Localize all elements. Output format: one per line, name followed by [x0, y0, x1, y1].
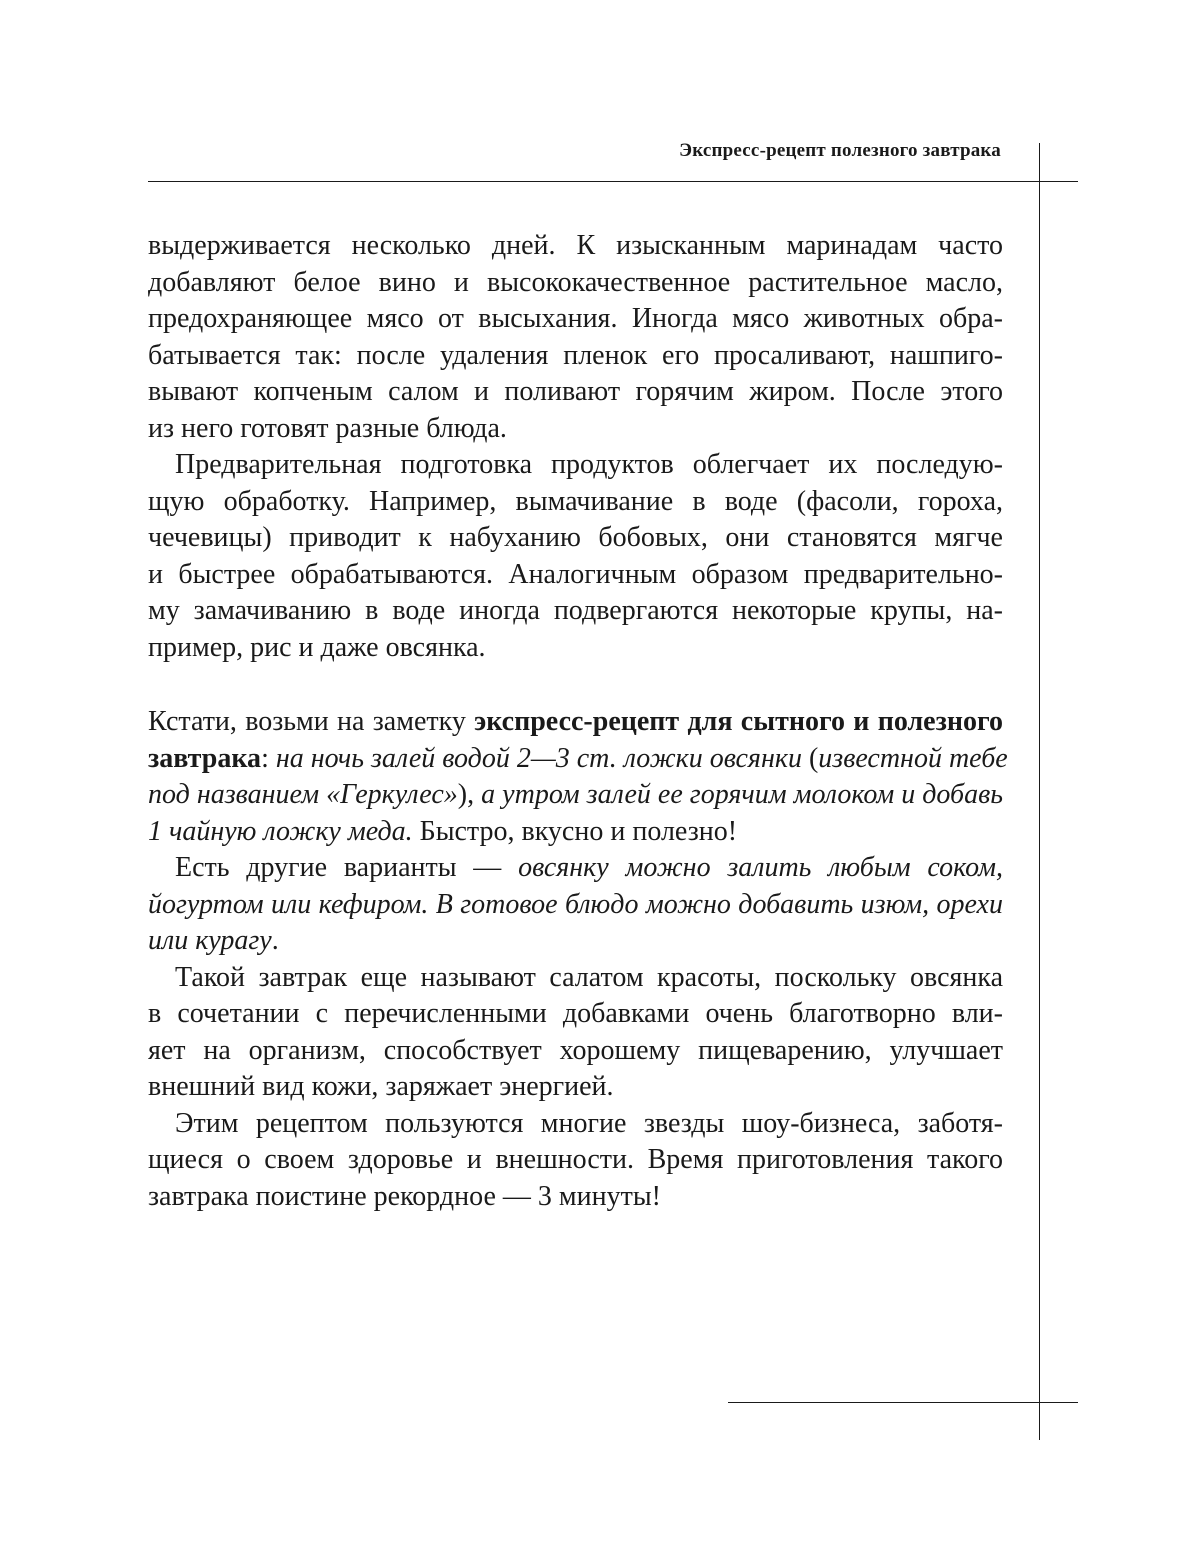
text-line — [148, 1069, 1003, 1106]
text-line — [148, 960, 1003, 997]
paragraph — [148, 447, 1003, 666]
body-text — [148, 228, 1008, 1215]
text-run: : — [261, 742, 276, 774]
text-line — [148, 923, 1003, 960]
italic-run: известной тебе — [818, 742, 1008, 774]
text-run: Есть другие варианты — — [175, 852, 519, 883]
text-line — [148, 1142, 1003, 1179]
text-run: завтрака поистине рекордное — 3 минуты! — [148, 1180, 661, 1212]
text-run: вывают копченым салом и поливают горячим жиром. После этого — [148, 376, 1003, 407]
text-run: выдерживается несколько дней. К изысканным маринадам часто — [148, 230, 1003, 261]
margin-rule — [1039, 143, 1040, 1440]
running-header: Экспресс-рецепт полезного завтрака — [679, 140, 1001, 161]
italic-run: овсянку можно залить любым соком, — [518, 852, 1003, 883]
paragraph — [148, 960, 1003, 1106]
text-run: и быстрее обрабатываются. Аналогичным образом предварительно- — [148, 558, 1003, 590]
text-run: Этим рецептом пользуются многие звезды шоу-бизнеса, заботя- — [175, 1107, 1003, 1139]
text-run: Предварительная подготовка продуктов облегчает их последую- — [175, 449, 1003, 480]
text-line — [148, 411, 1003, 448]
text-line — [148, 1179, 1003, 1216]
text-run: щиеся о своем здоровье и внешности. Время приготовления такого — [148, 1144, 1003, 1175]
text-line — [148, 338, 1003, 375]
text-run: ( — [801, 742, 819, 774]
footer-rule — [728, 1402, 1078, 1403]
italic-run: под названием «Геркулес» — [148, 779, 458, 810]
text-line — [148, 1106, 1003, 1143]
text-run: ), — [457, 779, 482, 810]
text-line — [148, 996, 1003, 1033]
text-line — [148, 777, 1003, 814]
bold-run: экспресс-рецепт для сытного и полезного — [474, 706, 1003, 737]
italic-run: 1 чайную ложку меда. — [148, 815, 413, 847]
text-line — [148, 520, 1003, 557]
text-line — [148, 484, 1003, 521]
text-run: . — [271, 925, 279, 956]
italic-run: йогуртом или кефиром. В готовое блюдо можно добавить изюм, орехи — [148, 888, 1003, 920]
text-run: му замачиванию в воде иногда подвергаются некоторые крупы, на- — [148, 595, 1003, 626]
italic-run: а утром залей ее горячим молоком и добавь — [481, 779, 1004, 810]
text-run: яет на организм, способствует хорошему пищеварению, улучшает — [148, 1034, 1003, 1066]
text-run: добавляют белое вино и высококачественное растительное масло, — [148, 266, 1003, 298]
text-run: из него готовят разные блюда. — [148, 412, 507, 444]
text-line — [148, 630, 1003, 667]
paragraph — [148, 850, 1003, 960]
text-run: внешний вид кожи, заряжает энергией. — [148, 1071, 614, 1102]
text-line — [148, 1033, 1003, 1070]
bold-run: завтрака — [148, 742, 262, 774]
text-line — [148, 557, 1003, 594]
section-gap — [148, 666, 1003, 704]
text-line — [148, 301, 1003, 338]
text-run: Кстати, возьми на заметку — [148, 706, 475, 737]
text-run: щую обработку. Например, вымачивание в воде (фасоли, гороха, — [148, 485, 1003, 517]
text-line — [148, 814, 1003, 851]
text-run: в сочетании с перечисленными добавками очень благотворно вли- — [148, 998, 1003, 1029]
paragraph — [148, 704, 1008, 850]
text-line — [148, 374, 1003, 411]
text-line — [148, 887, 1003, 924]
italic-run: или курагу — [148, 925, 272, 956]
text-run: Быстро, вкусно и полезно! — [412, 815, 738, 847]
text-run: батывается так: после удаления пленок его просаливают, нашпиго- — [148, 339, 1003, 371]
text-line — [148, 593, 1003, 630]
text-run: предохраняющее мясо от высыхания. Иногда мясо животных обра- — [148, 303, 1003, 334]
paragraph — [148, 1106, 1003, 1216]
text-line — [148, 850, 1003, 887]
text-run: пример, рис и даже овсянка. — [148, 631, 486, 663]
text-line — [148, 704, 1003, 741]
text-line — [148, 228, 1003, 265]
text-run: чечевицы) приводит к набуханию бобовых, они становятся мягче — [148, 522, 1003, 553]
text-line — [148, 741, 1008, 778]
paragraph — [148, 228, 1003, 447]
header-rule — [148, 181, 1078, 182]
text-run: Такой завтрак еще называют салатом красоты, поскольку овсянка — [175, 961, 1003, 993]
text-line — [148, 447, 1003, 484]
italic-run: на ночь залей водой 2—3 ст. ложки овсянки — [275, 742, 802, 774]
text-line — [148, 265, 1003, 302]
